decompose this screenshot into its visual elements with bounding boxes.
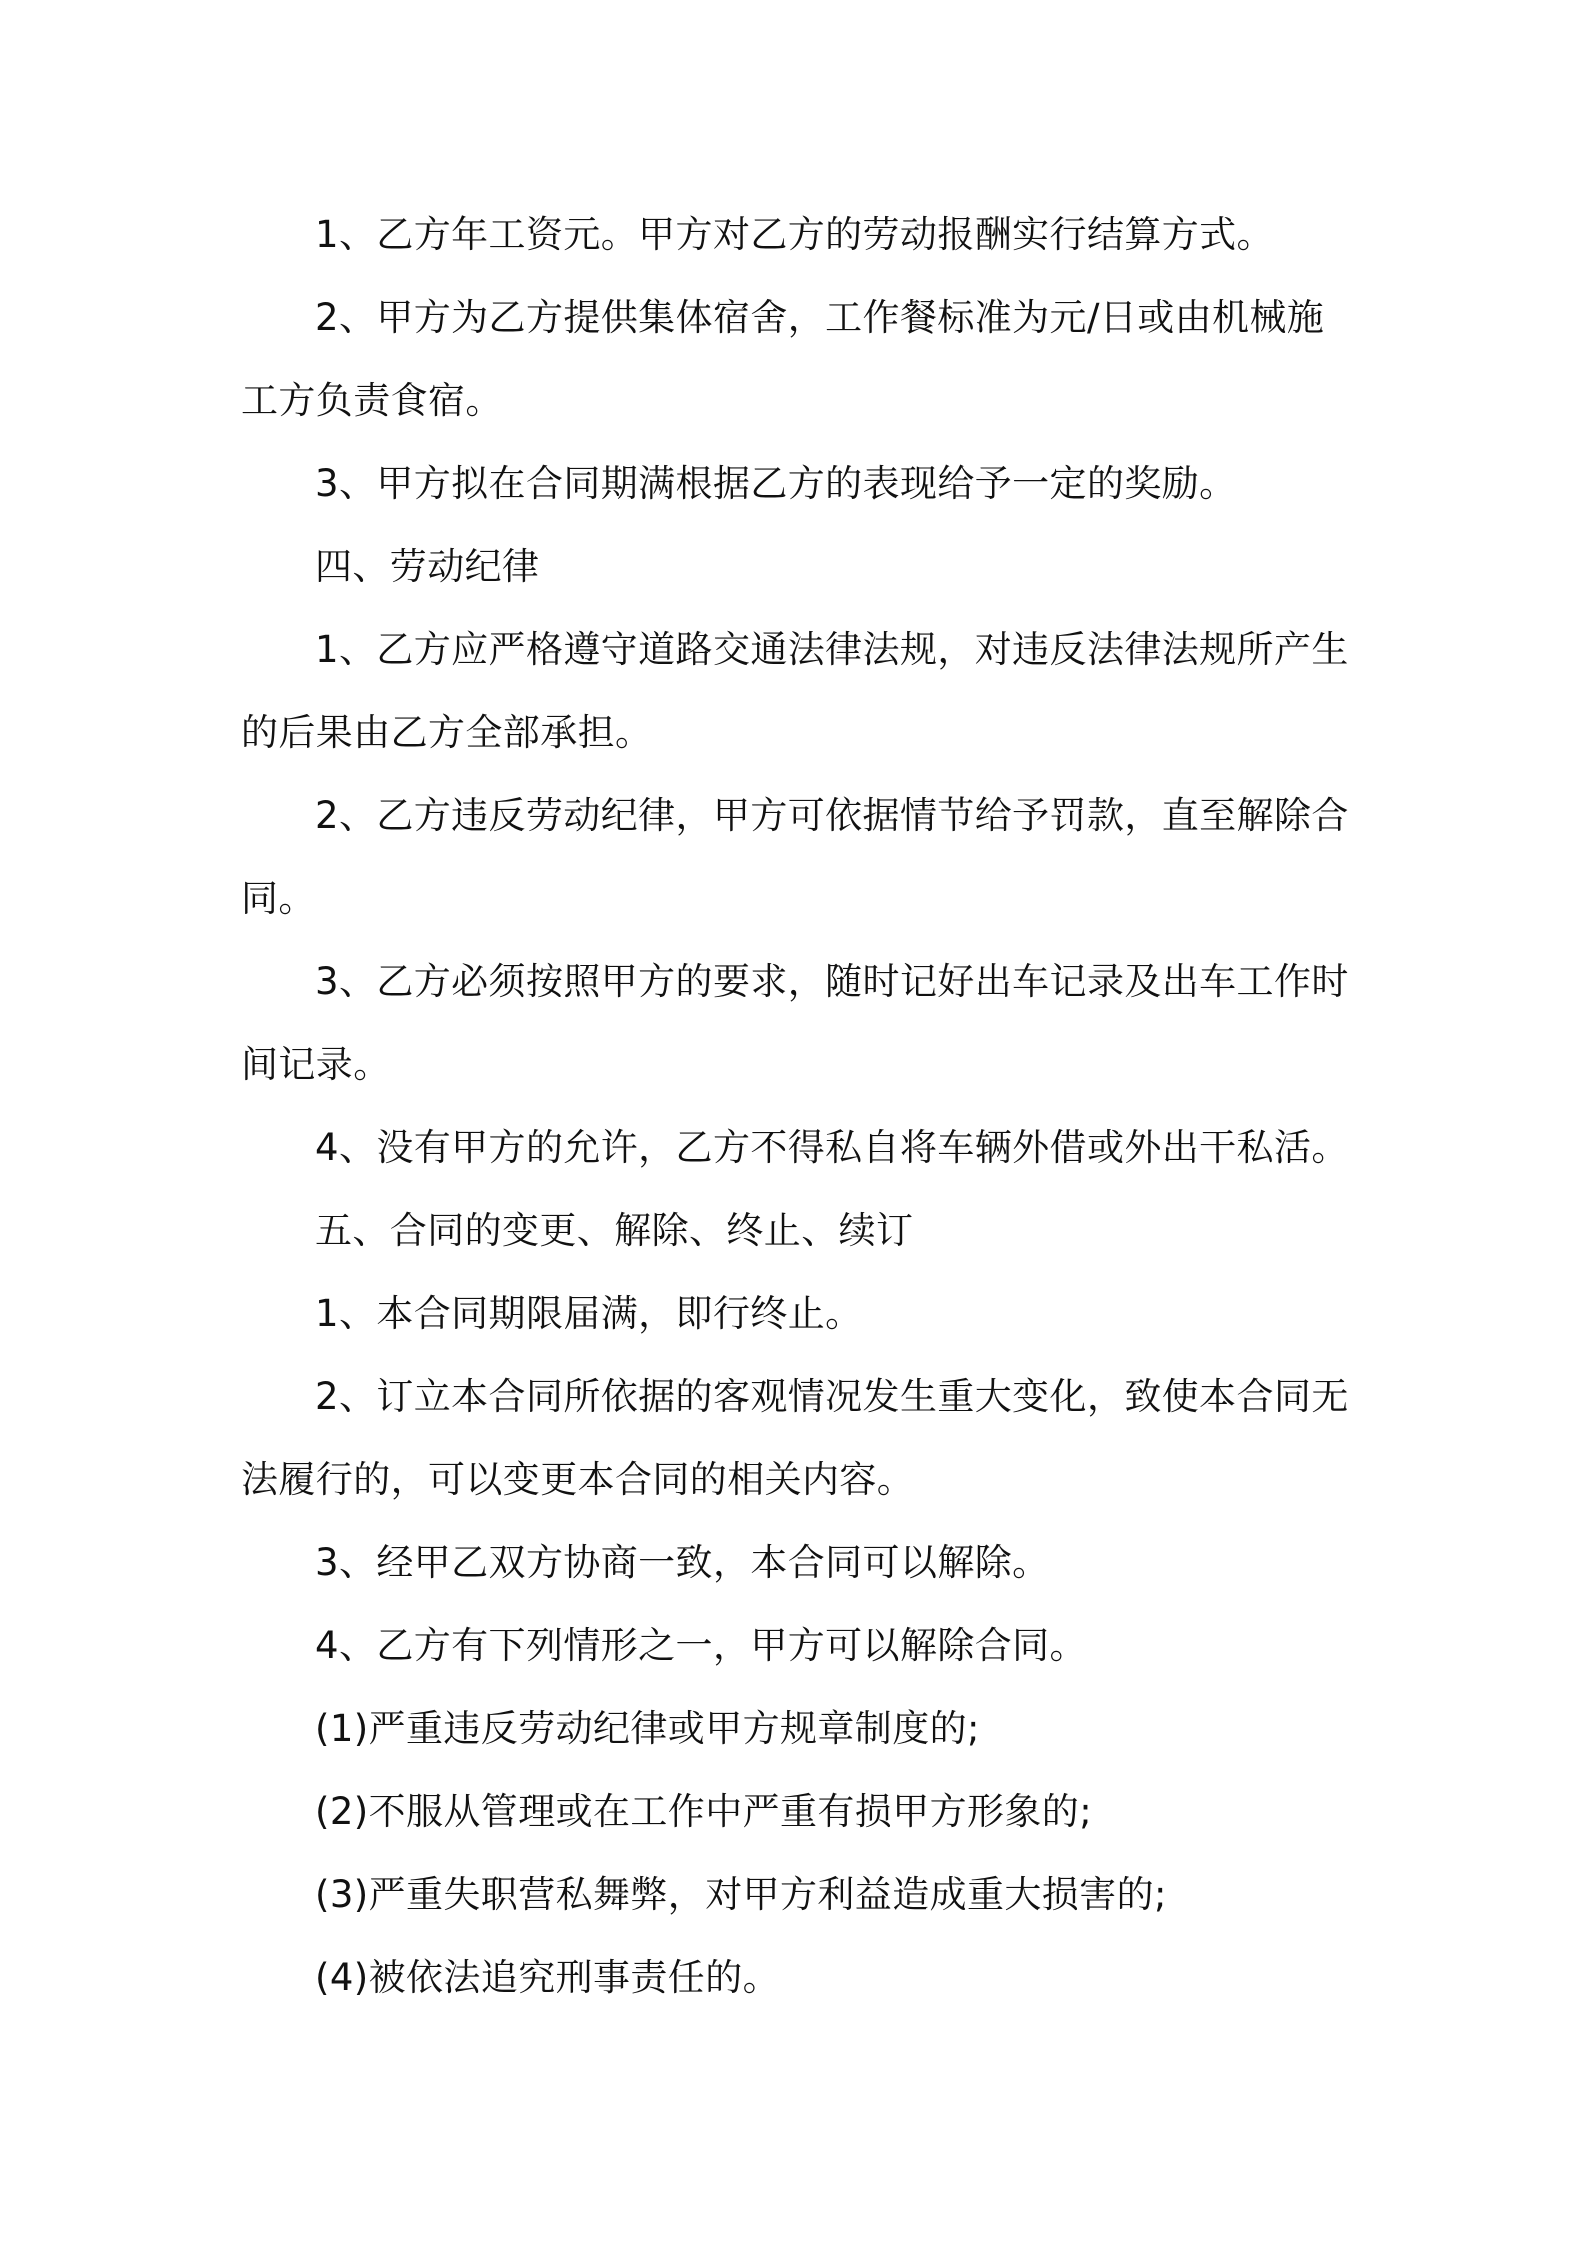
paragraph-trip-records: 3、乙方必须按照甲方的要求，随时记好出车记录及出车工作时间记录。 (241, 960, 1349, 1086)
paragraph-dormitory: 2、甲方为乙方提供集体宿舍，工作餐标准为元/日或由机械施工方负责食宿。 (241, 296, 1325, 422)
paragraph-term-expiry: 1、本合同期限届满，即行终止。 (315, 1292, 863, 1335)
paragraph-traffic-law: 1、乙方应严格遵守道路交通法律法规，对违反法律法规所产生的后果由乙方全部承担。 (241, 628, 1349, 754)
paragraph-termination-conditions: 4、乙方有下列情形之一，甲方可以解除合同。 (315, 1624, 1087, 1667)
list-item-condition-1: (1)严重违反劳动纪律或甲方规章制度的; (315, 1707, 980, 1750)
document-body (241, 193, 1351, 2019)
paragraph-vehicle-lending: 4、没有甲方的允许，乙方不得私自将车辆外借或外出干私活。 (315, 1126, 1349, 1169)
section-heading-contract-changes: 五、合同的变更、解除、终止、续订 (315, 1209, 914, 1252)
list-item-condition-2: (2)不服从管理或在工作中严重有损甲方形象的; (315, 1790, 1093, 1833)
list-item-condition-3: (3)严重失职营私舞弊，对甲方利益造成重大损害的; (315, 1873, 1167, 1916)
paragraph-mutual-termination: 3、经甲乙双方协商一致，本合同可以解除。 (315, 1541, 1050, 1584)
section-heading-labor-discipline: 四、劳动纪律 (315, 545, 540, 588)
list-item-condition-4: (4)被依法追究刑事责任的。 (315, 1956, 781, 1999)
paragraph-wage: 1、乙方年工资元。甲方对乙方的劳动报酬实行结算方式。 (315, 213, 1274, 256)
paragraph-discipline-penalty: 2、乙方违反劳动纪律，甲方可依据情节给予罚款，直至解除合同。 (241, 794, 1349, 920)
paragraph-circumstance-change: 2、订立本合同所依据的客观情况发生重大变化，致使本合同无法履行的，可以变更本合同的相关内容。 (241, 1375, 1349, 1501)
paragraph-reward: 3、甲方拟在合同期满根据乙方的表现给予一定的奖励。 (315, 462, 1237, 505)
